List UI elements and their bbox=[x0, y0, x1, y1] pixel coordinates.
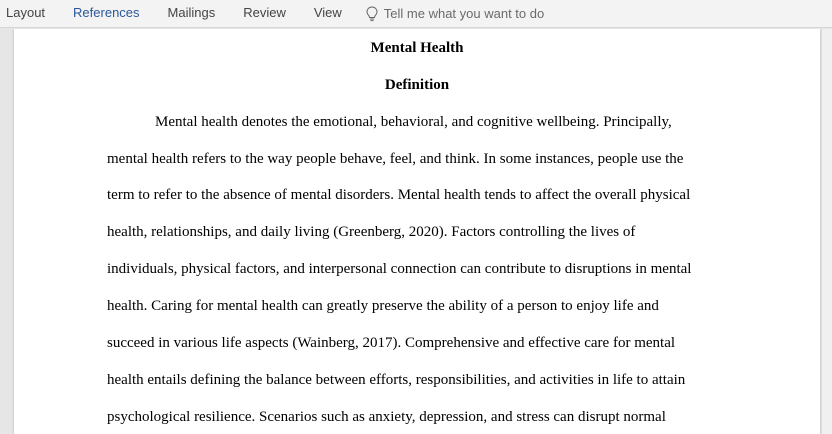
paragraph-line: psychological resilience. Scenarios such as anxiety, depression, and stress can disrupt normal bbox=[107, 409, 666, 425]
paragraph-line: term to refer to the absence of mental disorders. Mental health tends to affect the overall physical bbox=[107, 187, 691, 203]
ribbon-tab-bar bbox=[0, 0, 832, 28]
paragraph-line: health, relationships, and daily living (Greenberg, 2020). Factors controlling the lives of bbox=[107, 224, 636, 240]
paragraph-line: succeed in various life aspects (Wainberg, 2017). Comprehensive and effective care for mental bbox=[107, 335, 676, 351]
document-workspace bbox=[0, 29, 832, 434]
tab-layout[interactable]: Layout bbox=[6, 4, 46, 20]
paragraph-line: individuals, physical factors, and interpersonal connection can contribute to disruptions in mental bbox=[107, 261, 692, 277]
tab-mailings[interactable]: Mailings bbox=[167, 4, 216, 20]
vertical-scrollbar[interactable] bbox=[821, 29, 832, 434]
paragraph-line: Mental health denotes the emotional, behavioral, and cognitive wellbeing. Principally, bbox=[155, 114, 672, 130]
tell-me-placeholder: Tell me what you want to do bbox=[383, 6, 545, 21]
paragraph-line: mental health refers to the way people behave, feel, and think. In some instances, people use the bbox=[107, 151, 684, 167]
document-title: Mental Health bbox=[370, 40, 464, 56]
tell-me-search[interactable] bbox=[356, 0, 544, 28]
paragraph-line: health. Caring for mental health can greatly preserve the ability of a person to enjoy life and bbox=[107, 298, 659, 314]
tab-review[interactable]: Review bbox=[243, 4, 286, 20]
lightbulb-icon bbox=[366, 6, 378, 22]
tab-references[interactable]: References bbox=[73, 4, 140, 20]
section-heading: Definition bbox=[384, 77, 450, 93]
document-page[interactable] bbox=[14, 29, 820, 434]
paragraph-line: health entails defining the balance between efforts, responsibilities, and activities in life to attain bbox=[107, 372, 686, 388]
tab-view[interactable]: View bbox=[313, 4, 342, 20]
